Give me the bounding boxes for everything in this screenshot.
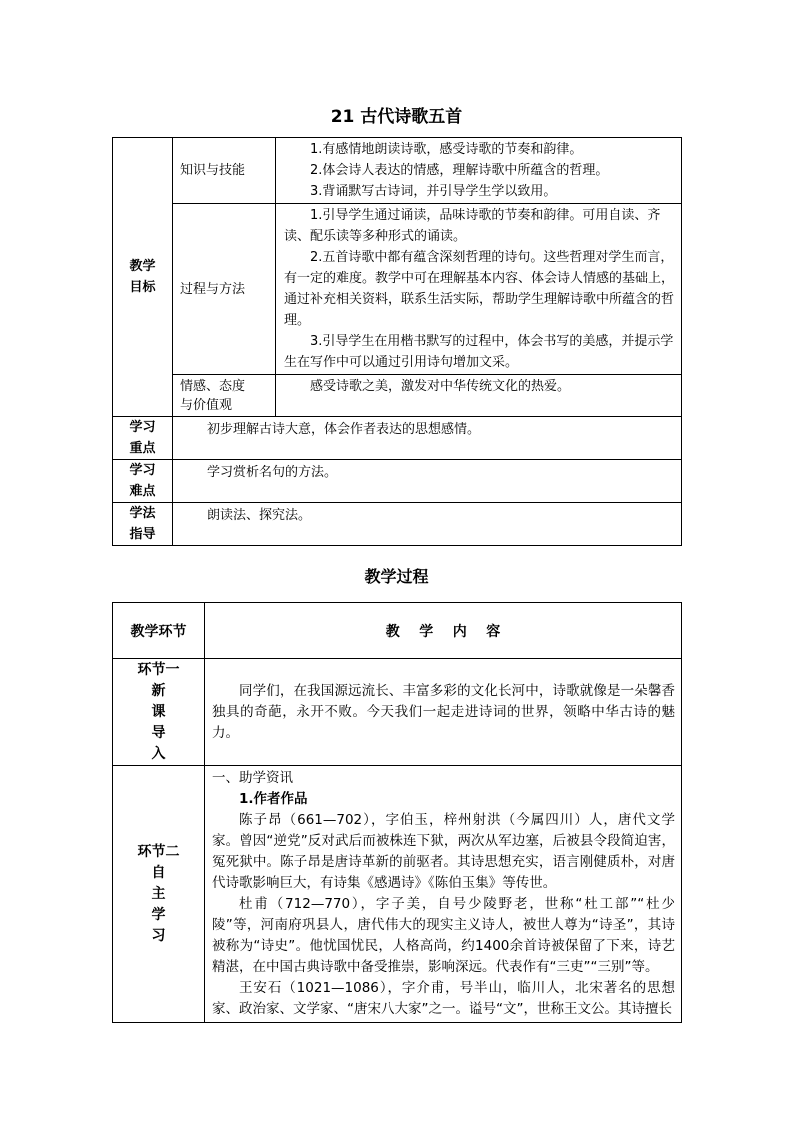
col-header-stage: 教学环节 bbox=[113, 603, 205, 659]
process-content bbox=[276, 204, 682, 375]
page-title: 21 古代诗歌五首 bbox=[330, 107, 463, 127]
emotion-label: 情感、态度 与价值观 bbox=[173, 375, 276, 417]
section2-label: 环节二 自 主 学 习 bbox=[113, 766, 205, 1023]
section1-content: 同学们，在我国源远流长、丰富多彩的文化长河中，诗歌就像是一朵馨香独具的奇葩，永开不败。今天我们一起走进诗词的世界，领略中华古诗的魅力。 bbox=[205, 659, 682, 766]
knowledge-item: 2.体会诗人表达的情感，理解诗歌中所蕴含的哲理。 bbox=[310, 163, 609, 178]
knowledge-item: 3.背诵默写古诗词，并引导学生学以致用。 bbox=[310, 184, 557, 199]
process-item: 2.五首诗歌中都有蕴含深刻哲理的诗句。这些哲理对学生而言，有一定的难度。教学中可在理解基本内容、体会诗人情感的基础上，通过补充相关资料，联系生活实际，帮助学生理解诗歌中所蕴含的哲理。 bbox=[284, 250, 675, 328]
col-header-content: 教 学 内 容 bbox=[205, 603, 682, 659]
author-paragraph: 陈子昂（661—702），字伯玉，梓州射洪（今属四川）人，唐代文学家。曾因“逆党”反对武后而被株连下狱，两次从军边塞，后被县令段简迫害，冤死狱中。陈子昂是唐诗革新的前驱者。其诗思想充实，语言刚健质朴，对唐代诗歌影响巨大，有诗集《感遇诗》《陈伯玉集》等传世。 bbox=[212, 812, 675, 891]
methods-content: 朗读法、探究法。 bbox=[173, 503, 682, 546]
difficulties-content: 学习赏析名句的方法。 bbox=[173, 460, 682, 503]
section1-label: 环节一 新 课 导 入 bbox=[113, 659, 205, 766]
objectives-table bbox=[112, 137, 682, 546]
knowledge-item: 1.有感情地朗读诗歌，感受诗歌的节奏和韵律。 bbox=[310, 142, 583, 157]
section2-heading: 一、助学资讯 bbox=[212, 770, 293, 786]
process-label: 过程与方法 bbox=[173, 204, 276, 375]
knowledge-content bbox=[276, 138, 682, 204]
methods-header: 学法 指导 bbox=[113, 503, 173, 546]
process-table bbox=[112, 602, 682, 1023]
knowledge-label: 知识与技能 bbox=[173, 138, 276, 204]
key-points-content: 初步理解古诗大意，体会作者表达的思想感情。 bbox=[173, 417, 682, 460]
process-item: 3.引导学生在用楷书默写的过程中，体会书写的美感，并提示学生在写作中可以通过引用诗句增加文采。 bbox=[284, 334, 674, 370]
process-title: 教学过程 bbox=[364, 567, 429, 586]
process-item: 1.引导学生通过诵读，品味诗歌的节奏和韵律。可用自读、齐读、配乐读等多种形式的诵读。 bbox=[284, 208, 661, 244]
emotion-content: 感受诗歌之美，激发对中华传统文化的热爱。 bbox=[276, 375, 682, 417]
difficulties-header: 学习 难点 bbox=[113, 460, 173, 503]
section2-content bbox=[205, 766, 682, 1023]
author-paragraph: 王安石（1021—1086），字介甫，号半山，临川人，北宋著名的思想家、政治家、文学家、“唐宋八大家”之一。谥号“文”，世称王文公。其诗擅长 bbox=[212, 980, 675, 1017]
key-points-header: 学习 重点 bbox=[113, 417, 173, 460]
objectives-header: 教学 目标 bbox=[113, 138, 173, 417]
section2-subheading: 1.作者作品 bbox=[239, 791, 308, 807]
author-paragraph: 杜甫（712—770），字子美，自号少陵野老，世称“杜工部”“杜少陵”等，河南府巩县人，唐代伟大的现实主义诗人，被世人尊为“诗圣”，其诗被称为“诗史”。他忧国忧民，人格高尚，约1400余首诗被保留了下来，诗艺精湛，在中国古典诗歌中备受推崇，影响深远。代表作有“三吏”“三别”等。 bbox=[212, 896, 675, 975]
